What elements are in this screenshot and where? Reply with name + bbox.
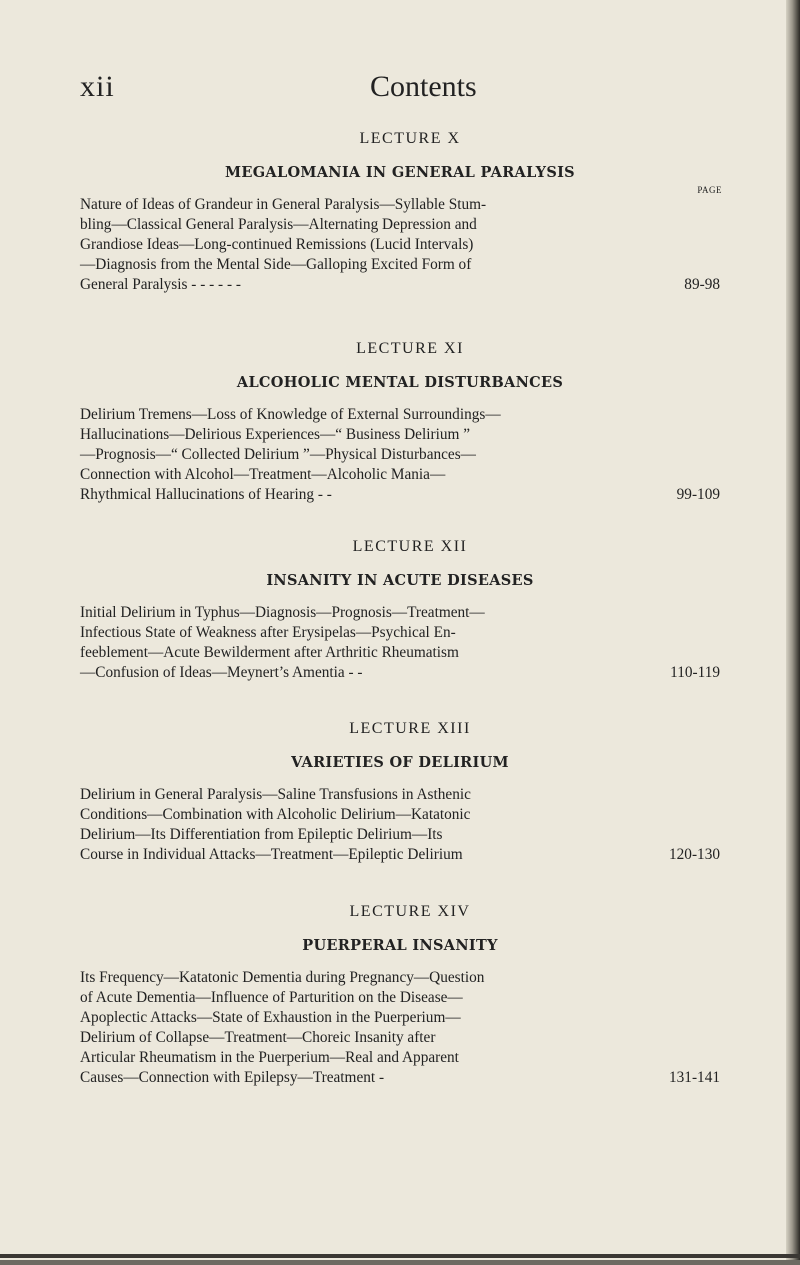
- summary-last-line: [80, 485, 720, 505]
- bottom-rule: [0, 1254, 800, 1258]
- summary-line: Delirium of Collapse—Treatment—Choreic Insanity after: [80, 1029, 436, 1046]
- summary-last-line: [80, 845, 720, 865]
- lecture-section-xi: [80, 340, 720, 505]
- summary-line: feeblement—Acute Bewilderment after Arthritic Rheumatism: [80, 644, 459, 661]
- running-title: Contents: [370, 70, 477, 103]
- summary-line: Connection with Alcohol—Treatment—Alcoholic Mania—: [80, 466, 446, 483]
- lecture-summary: [80, 195, 720, 295]
- lecture-summary: [80, 785, 720, 865]
- summary-line: Delirium Tremens—Loss of Knowledge of External Surroundings—: [80, 406, 501, 423]
- lecture-number: LECTURE XII: [352, 538, 468, 555]
- summary-line: Articular Rheumatism in the Puerperium—Real and Apparent: [80, 1049, 459, 1066]
- summary-line: Infectious State of Weakness after Erysipelas—Psychical En-: [80, 624, 456, 641]
- lecture-heading: MEGALOMANIA IN GENERAL PARALYSIS: [225, 164, 575, 181]
- summary-line: Delirium in General Paralysis—Saline Transfusions in Asthenic: [80, 786, 471, 803]
- summary-line: Conditions—Combination with Alcoholic Delirium—Katatonic: [80, 806, 471, 823]
- lecture-number: LECTURE XIII: [349, 720, 471, 737]
- summary-last-line: [80, 663, 720, 683]
- summary-line: —Prognosis—“ Collected Delirium ”—Physical Disturbances—: [80, 446, 476, 463]
- running-head: [0, 70, 800, 110]
- summary-line: Causes—Connection with Epilepsy—Treatment -: [80, 1069, 385, 1086]
- lecture-heading: VARIETIES OF DELIRIUM: [291, 754, 509, 771]
- lecture-section-xii: [80, 538, 720, 683]
- page-range: 120-130: [669, 846, 720, 863]
- summary-line: bling—Classical General Paralysis—Alternating Depression and: [80, 216, 477, 233]
- lecture-number: LECTURE XIV: [349, 903, 471, 920]
- lecture-heading: INSANITY IN ACUTE DISEASES: [266, 572, 534, 589]
- summary-line: Course in Individual Attacks—Treatment—Epileptic Delirium: [80, 846, 463, 863]
- page-range: 99-109: [676, 486, 720, 503]
- summary-line: of Acute Dementia—Influence of Parturition on the Disease—: [80, 989, 463, 1006]
- page-number: xii: [80, 70, 115, 103]
- summary-line: Grandiose Ideas—Long-continued Remissions (Lucid Intervals): [80, 236, 474, 253]
- lecture-heading: ALCOHOLIC MENTAL DISTURBANCES: [236, 374, 564, 391]
- page-column-label: PAGE: [697, 185, 722, 195]
- lecture-heading: PUERPERAL INSANITY: [302, 937, 498, 954]
- lecture-summary: [80, 603, 720, 683]
- summary-line: Hallucinations—Delirious Experiences—“ Business Delirium ”: [80, 426, 470, 443]
- summary-line: Delirium—Its Differentiation from Epileptic Delirium—Its: [80, 826, 443, 843]
- page-range: 110-119: [670, 664, 720, 681]
- summary-last-line: [80, 1068, 720, 1088]
- page-range: 131-141: [669, 1069, 720, 1086]
- summary-line: Apoplectic Attacks—State of Exhaustion in the Puerperium—: [80, 1009, 461, 1026]
- lecture-number: LECTURE X: [359, 130, 461, 147]
- page-edge-shadow: [786, 0, 800, 1265]
- lecture-section-xiii: [80, 720, 720, 865]
- lecture-summary: [80, 405, 720, 505]
- summary-line: —Diagnosis from the Mental Side—Galloping Excited Form of: [80, 256, 472, 273]
- summary-line: General Paralysis - - - - - -: [80, 276, 241, 293]
- lecture-section-xiv: [80, 903, 720, 1088]
- lecture-number: LECTURE XI: [356, 340, 464, 357]
- summary-line: Its Frequency—Katatonic Dementia during Pregnancy—Question: [80, 969, 485, 986]
- bottom-rule-lower: [0, 1260, 800, 1265]
- page-range: 89-98: [684, 276, 720, 293]
- summary-line: —Confusion of Ideas—Meynert’s Amentia - -: [80, 664, 363, 681]
- lecture-summary: [80, 968, 720, 1088]
- summary-line: Nature of Ideas of Grandeur in General Paralysis—Syllable Stum-: [80, 196, 487, 213]
- summary-line: Initial Delirium in Typhus—Diagnosis—Prognosis—Treatment—: [80, 604, 485, 621]
- summary-line: Rhythmical Hallucinations of Hearing - -: [80, 486, 332, 503]
- summary-last-line: [80, 275, 720, 295]
- lecture-section-x: [80, 130, 720, 295]
